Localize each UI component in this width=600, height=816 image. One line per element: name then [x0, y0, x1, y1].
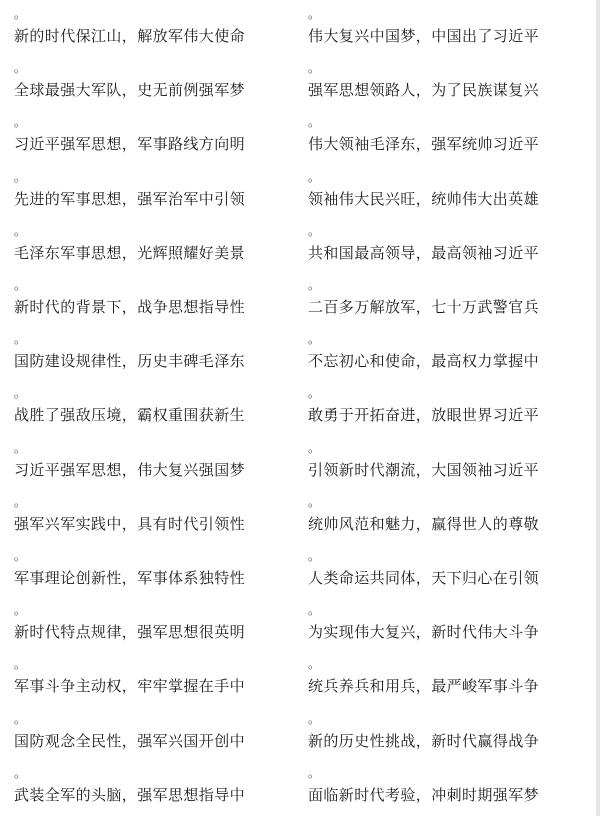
right-poem-line: 人类命运共同体，天下归心在引领	[308, 569, 540, 587]
left-period-mark: 。	[14, 494, 27, 509]
left-poem-line: 习近平强军思想，军事路线方向明	[14, 135, 246, 154]
right-period-mark: 。	[308, 332, 321, 347]
right-poem-line: 领袖伟大民兴旺，统帅伟大出英雄	[308, 189, 540, 208]
right-poem-line: 强军思想领路人，为了民族谋复兴	[308, 81, 540, 100]
right-period-mark: 。	[308, 169, 321, 184]
right-period-mark: 。	[308, 494, 321, 509]
right-poem-line: 共和国最高领导，最高领袖习近平	[308, 243, 540, 262]
left-poem-line: 军事斗争主动权，牢牢掌握在手中	[14, 677, 246, 696]
left-poem-line: 新时代的背景下，战争思想指导性	[14, 298, 246, 316]
right-poem-line: 二百多万解放军，七十万武警官兵	[308, 298, 540, 316]
right-poem-line: 统兵养兵和用兵，最严峻军事斗争	[308, 677, 540, 696]
left-period-mark: 。	[14, 603, 27, 618]
left-poem-line: 强军兴军实践中，具有时代引领性	[14, 514, 246, 533]
right-period-mark: 。	[308, 115, 321, 130]
left-poem-line: 国防建设规律性，历史丰碑毛泽东	[14, 352, 246, 371]
left-period-mark: 。	[14, 549, 27, 563]
right-period-mark: 。	[308, 657, 321, 672]
right-period-mark: 。	[308, 278, 321, 292]
right-poem-line: 不忘初心和使命，最高权力掌握中	[308, 352, 540, 371]
right-period-mark: 。	[308, 549, 321, 563]
right-poem-line: 引领新时代潮流，大国领袖习近平	[308, 460, 540, 479]
left-period-mark: 。	[14, 765, 27, 780]
left-poem-line: 习近平强军思想，伟大复兴强国梦	[14, 460, 246, 479]
right-period-mark: 。	[308, 603, 321, 618]
left-poem-line: 军事理论创新性，军事体系独特性	[14, 569, 246, 587]
left-poem-line: 毛泽东军事思想，光辉照耀好美景	[14, 243, 246, 262]
left-poem-line: 先进的军事思想，强军治军中引领	[14, 189, 246, 208]
right-period-mark: 。	[308, 61, 321, 76]
right-poem-line: 面临新时代考验，冲刺时期强军梦	[308, 785, 540, 804]
right-period-mark: 。	[308, 440, 321, 455]
left-period-mark: 。	[14, 223, 27, 238]
right-poem-line: 伟大复兴中国梦，中国出了习近平	[308, 27, 540, 45]
left-poem-line: 武装全军的头脑，强军思想指导中	[14, 785, 246, 804]
right-poem-line: 新的历史性挑战，新时代赢得战争	[308, 731, 540, 750]
right-period-mark: 。	[308, 386, 321, 401]
left-period-mark: 。	[14, 711, 27, 726]
right-period-mark: 。	[308, 223, 321, 238]
page-edge	[596, 0, 600, 816]
left-poem-line: 全球最强大军队，史无前例强军梦	[14, 81, 246, 100]
left-period-mark: 。	[14, 440, 27, 455]
left-poem-line: 战胜了强敌压境，霸权重围获新生	[14, 406, 246, 425]
left-period-mark: 。	[14, 657, 27, 672]
right-period-mark: 。	[308, 765, 321, 780]
left-period-mark: 。	[14, 278, 27, 292]
left-period-mark: 。	[14, 386, 27, 401]
left-period-mark: 。	[14, 7, 27, 21]
left-poem-line: 新的时代保江山，解放军伟大使命	[14, 27, 246, 45]
left-period-mark: 。	[14, 332, 27, 347]
left-poem-line: 国防观念全民性，强军兴国开创中	[14, 731, 246, 750]
right-period-mark: 。	[308, 711, 321, 726]
right-poem-line: 敢勇于开拓奋进，放眼世界习近平	[308, 406, 540, 425]
right-poem-line: 伟大领袖毛泽东，强军统帅习近平	[308, 135, 540, 154]
left-period-mark: 。	[14, 61, 27, 76]
left-poem-line: 新时代特点规律，强军思想很英明	[14, 623, 246, 642]
left-period-mark: 。	[14, 115, 27, 130]
right-period-mark: 。	[308, 7, 321, 21]
right-poem-line: 为实现伟大复兴，新时代伟大斗争	[308, 623, 540, 642]
left-period-mark: 。	[14, 169, 27, 184]
right-poem-line: 统帅风范和魅力，赢得世人的尊敬	[308, 514, 540, 533]
